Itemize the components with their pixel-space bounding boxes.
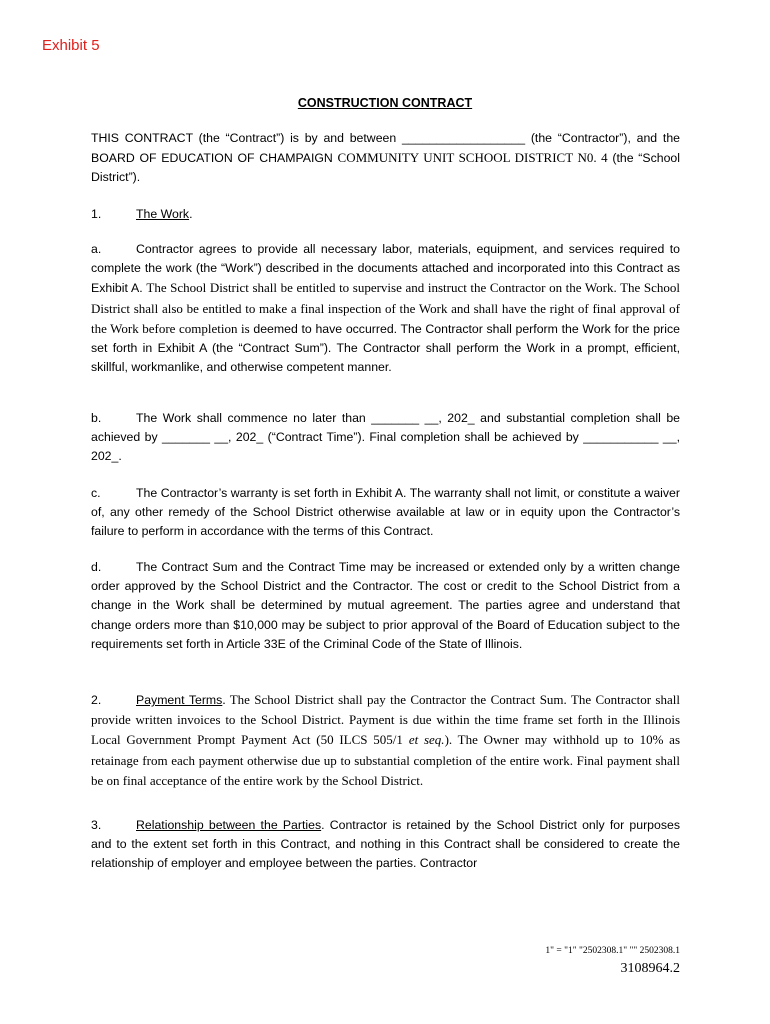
clause-a-text-1: Contractor agrees to provide all necessary labor, materials, equipment, and services required to complete the work (the “Work”) described in the documents attached and incorporated into this Contract as Exhibit A. — [91, 242, 680, 296]
section-1-heading — [91, 205, 680, 224]
clause-a-text-2: The School District shall be entitled to supervise and instruct the Contractor on the Work. The School District shall also be entitled to make a final inspection of the Work and shall have the right of final approval of the Work before completion is — [91, 280, 680, 336]
clause-number: b. — [91, 411, 102, 425]
clause-a-text-3: deemed to have occurred. The Contractor shall perform the Work for the price set forth in Exhibit A (the “Contract Sum”). The Contractor shall perform the Work in a prompt, efficient, skillful, workmanlike, and otherwise competent manner. — [91, 321, 681, 375]
clause-d-text: The Contract Sum and the Contract Time may be increased or extended only by a written change order approved by the School District and the Contractor. The cost or credit to the School District from a change in the Work shall be determined by mutual agreement. The parties agree and understand that change orders more than $10,000 may be subject to prior approval of the Board of Education subject to the requirements set forth in Article 33E of the Criminal Code of the State of Illinois. — [91, 560, 680, 651]
section-3-text: . Contractor is retained by the School District only for purposes and to the extent set forth in this Contract, and nothing in this Contract shall be considered to create the relationship of employer and employee between the parties. Contractor — [91, 818, 680, 871]
clause-number: d. — [91, 560, 102, 574]
footer-reference: 1" = "1" "2502308.1" "" 2502308.1 — [545, 946, 680, 956]
intro-paragraph — [91, 129, 680, 188]
clause-c-text: The Contractor’s warranty is set forth in Exhibit A. The warranty shall not limit, or constitute a waiver of, any other remedy of the School District otherwise available at law or in equity upon the Contractor’s failure to perform in accordance with the terms of this Contract. — [91, 486, 680, 539]
intro-district-name: COMMUNITY UNIT SCHOOL DISTRICT N0. 4 — [337, 150, 608, 166]
heading-punctuation: . — [189, 207, 193, 221]
section-2-text-1: . The School District shall pay the Contractor the Contract Sum. The Contractor shall provide written invoices to the School District. Payment is due within the time frame set forth in the Illinois Local Government Prompt Payment Act (50 ILCS 505/1 — [91, 692, 680, 748]
section-heading: Payment Terms — [136, 693, 223, 707]
section-3 — [91, 816, 680, 874]
clause-number: a. — [91, 242, 102, 256]
section-heading: Relationship between the Parties — [136, 818, 322, 832]
document-title: CONSTRUCTION CONTRACT — [297, 96, 473, 110]
intro-text-c: (the “School District”). — [91, 151, 680, 185]
clause-d — [91, 558, 680, 654]
clause-b — [91, 409, 680, 467]
intro-text-a: THIS CONTRACT (the “Contract”) is by and between __________________ (the “Contractor”), and the BOARD OF EDUCATION OF CHAMPAIGN — [91, 131, 680, 166]
section-number: 1. — [91, 207, 102, 221]
footer-document-id: 3108964.2 — [620, 961, 680, 976]
clause-a — [91, 240, 680, 377]
section-number: 3. — [91, 818, 102, 832]
exhibit-label: Exhibit 5 — [42, 37, 100, 54]
section-2-italic: et seq. — [408, 732, 445, 748]
clause-number: c. — [91, 486, 101, 500]
clause-c — [91, 484, 680, 542]
section-heading: The Work — [136, 207, 190, 221]
section-2 — [91, 690, 680, 791]
clause-b-text: The Work shall commence no later than _______ __, 202_ and substantial completion shall be achieved by _______ __, 202_ (“Contract Time”). Final completion shall be achieved by ___________ __, 202_. — [91, 411, 680, 464]
section-2-text-2: ). The Owner may withhold up to 10% as retainage from each payment otherwise due up to substantial completion of the entire work. Final payment shall be on final acceptance of the entire work by the School District. — [91, 732, 681, 788]
section-number: 2. — [91, 693, 102, 707]
